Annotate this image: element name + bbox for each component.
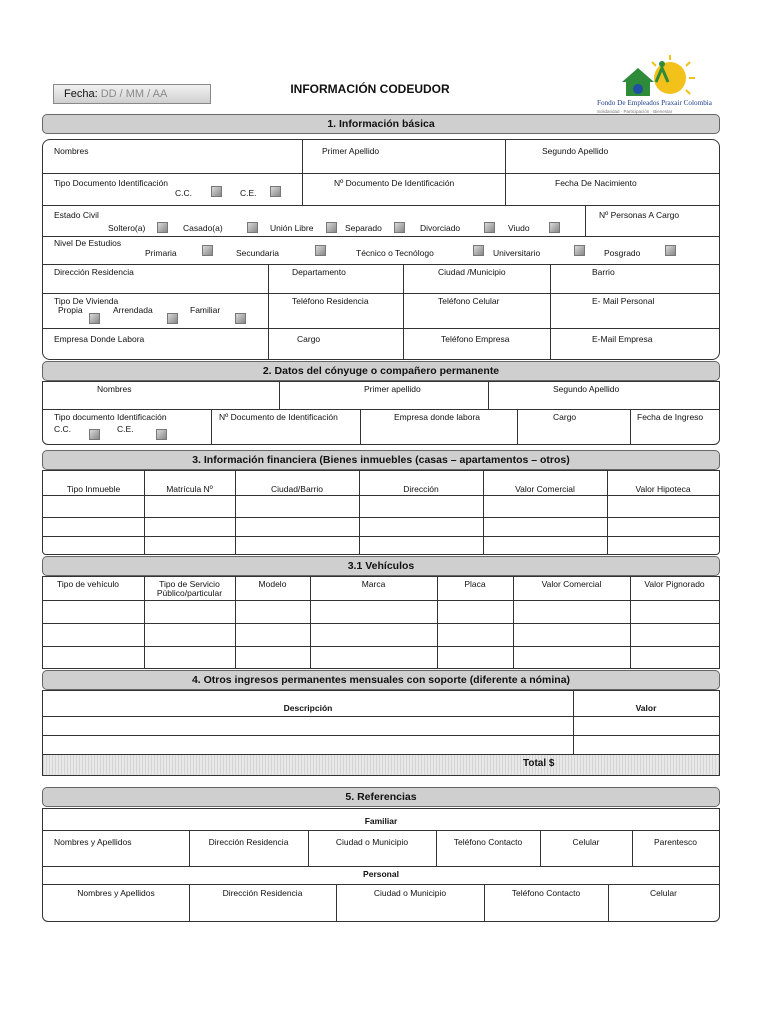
section-5-header: 5. Referencias: [42, 787, 720, 807]
label-conyuge-empresa: Empresa donde labora: [394, 412, 481, 422]
col-valor: Valor: [635, 703, 657, 713]
label-conyuge-tipo-documento: Tipo documento Identificación: [54, 412, 167, 422]
label-primer-apellido: Primer Apellido: [322, 146, 380, 156]
label-telefono-celular: Teléfono Celular: [438, 296, 500, 306]
checkbox-primaria[interactable]: [202, 245, 213, 256]
section-2-header: 2. Datos del cónyuge o compañero permanente: [42, 361, 720, 381]
label-casado: Casado(a): [183, 223, 223, 233]
fondo-logo: [592, 52, 714, 116]
label-email-empresa: E-Mail Empresa: [592, 334, 653, 344]
label-personal: Personal: [363, 869, 399, 879]
fam-col-celular: Celular: [572, 837, 600, 847]
checkbox-casado[interactable]: [247, 222, 258, 233]
label-conyuge-cc: C.C.: [54, 424, 71, 434]
col-valor-pignorado: Valor Pignorado: [644, 579, 705, 589]
label-email-personal: E- Mail Personal: [592, 296, 655, 306]
label-separado: Separado: [345, 223, 382, 233]
label-fecha-nacimiento: Fecha De Nacimiento: [555, 178, 637, 188]
label-telefono-residencia: Teléfono Residencia: [292, 296, 369, 306]
label-conyuge-segundo-apellido: Segundo Apellido: [553, 384, 620, 394]
label-propia: Propia: [58, 305, 83, 315]
total-label: Total $: [523, 758, 555, 769]
svg-text:Fondo De Empleados Praxair Col: Fondo De Empleados Praxair Colombia: [597, 99, 712, 107]
col-tipo-vehiculo: Tipo de vehículo: [56, 579, 120, 589]
checkbox-separado[interactable]: [394, 222, 405, 233]
svg-text:Solidaridad · Participación ·: Solidaridad · Participación · Bienestar: [597, 109, 673, 114]
label-departamento: Departamento: [292, 267, 346, 277]
checkbox-propia[interactable]: [89, 313, 100, 324]
page-title: INFORMACIÓN CODEUDOR: [290, 82, 450, 96]
fam-col-nombres: Nombres y Apellidos: [54, 837, 132, 847]
checkbox-divorciado[interactable]: [484, 222, 495, 233]
checkbox-secundaria[interactable]: [315, 245, 326, 256]
label-telefono-empresa: Teléfono Empresa: [441, 334, 510, 344]
checkbox-conyuge-ce[interactable]: [156, 429, 167, 440]
label-nivel-estudios: Nivel De Estudios: [54, 238, 122, 248]
label-posgrado: Posgrado: [604, 248, 641, 258]
col-ciudad-barrio: Ciudad/Barrio: [271, 484, 323, 494]
checkbox-ce[interactable]: [270, 186, 281, 197]
col-tipo-inmueble: Tipo Inmueble: [66, 484, 121, 494]
label-cargo: Cargo: [297, 334, 321, 344]
label-union-libre: Unión Libre: [270, 223, 314, 233]
fecha-field[interactable]: [53, 84, 211, 104]
label-conyuge-ce: C.E.: [117, 424, 134, 434]
checkbox-arrendada[interactable]: [167, 313, 178, 324]
fam-col-direccion: Dirección Residencia: [208, 837, 289, 847]
col-tipo-servicio: Tipo de Servicio: [159, 579, 220, 589]
fam-col-telefono: Teléfono Contacto: [453, 837, 523, 847]
label-nombres: Nombres: [54, 146, 89, 156]
fam-col-ciudad: Ciudad o Municipio: [335, 837, 409, 847]
col-valor-hipoteca: Valor Hipoteca: [635, 484, 691, 494]
label-familiar: Familiar: [190, 305, 221, 315]
label-tipo-documento: Tipo Documento Identificación: [54, 178, 169, 188]
col-marca: Marca: [361, 579, 386, 589]
label-conyuge-numero-documento: Nº Documento de Identificación: [219, 412, 338, 422]
checkbox-posgrado[interactable]: [665, 245, 676, 256]
label-cc: C.C.: [175, 188, 192, 198]
col-direccion: Dirección: [403, 484, 439, 494]
label-tipo-vivienda: Tipo De Vivienda: [54, 296, 119, 306]
house-icon: [622, 68, 654, 96]
section-1-header: 1. Información básica: [42, 114, 720, 134]
label-conyuge-fecha-ingreso: Fecha de Ingreso: [637, 412, 704, 422]
fam-col-parentesco: Parentesco: [654, 837, 697, 847]
col-matricula: Matrícula Nº: [166, 484, 213, 494]
label-arrendada: Arrendada: [113, 305, 153, 315]
label-viudo: Viudo: [508, 223, 530, 233]
label-ciudad: Ciudad /Municipio: [438, 267, 506, 277]
label-conyuge-nombres: Nombres: [97, 384, 132, 394]
label-conyuge-cargo: Cargo: [553, 412, 577, 422]
section-3-header: 3. Información financiera (Bienes inmuebles (casas – apartamentos – otros): [42, 450, 720, 470]
label-barrio: Barrio: [592, 267, 615, 277]
checkbox-union-libre[interactable]: [326, 222, 337, 233]
label-divorciado: Divorciado: [420, 223, 461, 233]
label-conyuge-primer-apellido: Primer apellido: [364, 384, 421, 394]
total-row: [43, 754, 719, 775]
fecha-placeholder: DD / MM / AA: [100, 88, 168, 100]
col-descripcion: Descripción: [283, 703, 333, 713]
checkbox-tecnico[interactable]: [473, 245, 484, 256]
label-numero-documento: Nº Documento De Identificación: [334, 178, 455, 188]
checkbox-viudo[interactable]: [549, 222, 560, 233]
checkbox-universitario[interactable]: [574, 245, 585, 256]
col-tipo-servicio-sub: Público/particular: [156, 588, 223, 598]
section-31-header: 3.1 Vehículos: [42, 556, 720, 576]
label-estado-civil: Estado Civil: [54, 210, 99, 220]
col-modelo: Modelo: [258, 579, 287, 589]
label-familiar: Familiar: [364, 816, 398, 826]
label-soltero: Soltero(a): [108, 223, 146, 233]
label-secundaria: Secundaria: [236, 248, 280, 258]
label-personas-cargo: Nº Personas A Cargo: [599, 210, 680, 220]
checkbox-conyuge-cc[interactable]: [89, 429, 100, 440]
col-placa: Placa: [464, 579, 486, 589]
label-empresa: Empresa Donde Labora: [54, 334, 145, 344]
col-valor-comercial: Valor Comercial: [515, 484, 575, 494]
checkbox-cc[interactable]: [211, 186, 222, 197]
checkbox-soltero[interactable]: [157, 222, 168, 233]
per-col-telefono: Teléfono Contacto: [511, 888, 581, 898]
checkbox-familiar[interactable]: [235, 313, 246, 324]
label-tecnico: Técnico o Tecnólogo: [356, 248, 434, 258]
label-segundo-apellido: Segundo Apellido: [542, 146, 609, 156]
label-ce: C.E.: [240, 188, 257, 198]
section-4-header: 4. Otros ingresos permanentes mensuales con soporte (diferente a nómina): [42, 670, 720, 690]
label-direccion-residencia: Dirección Residencia: [54, 267, 134, 277]
fecha-label: Fecha:: [64, 88, 98, 100]
label-universitario: Universitario: [493, 248, 541, 258]
col-vehiculo-valor-comercial: Valor Comercial: [541, 579, 602, 589]
per-col-direccion: Dirección Residencia: [222, 888, 303, 898]
per-col-ciudad: Ciudad o Municipio: [373, 888, 447, 898]
per-col-celular: Celular: [650, 888, 677, 898]
label-primaria: Primaria: [145, 248, 177, 258]
per-col-nombres: Nombres y Apellidos: [77, 888, 155, 898]
